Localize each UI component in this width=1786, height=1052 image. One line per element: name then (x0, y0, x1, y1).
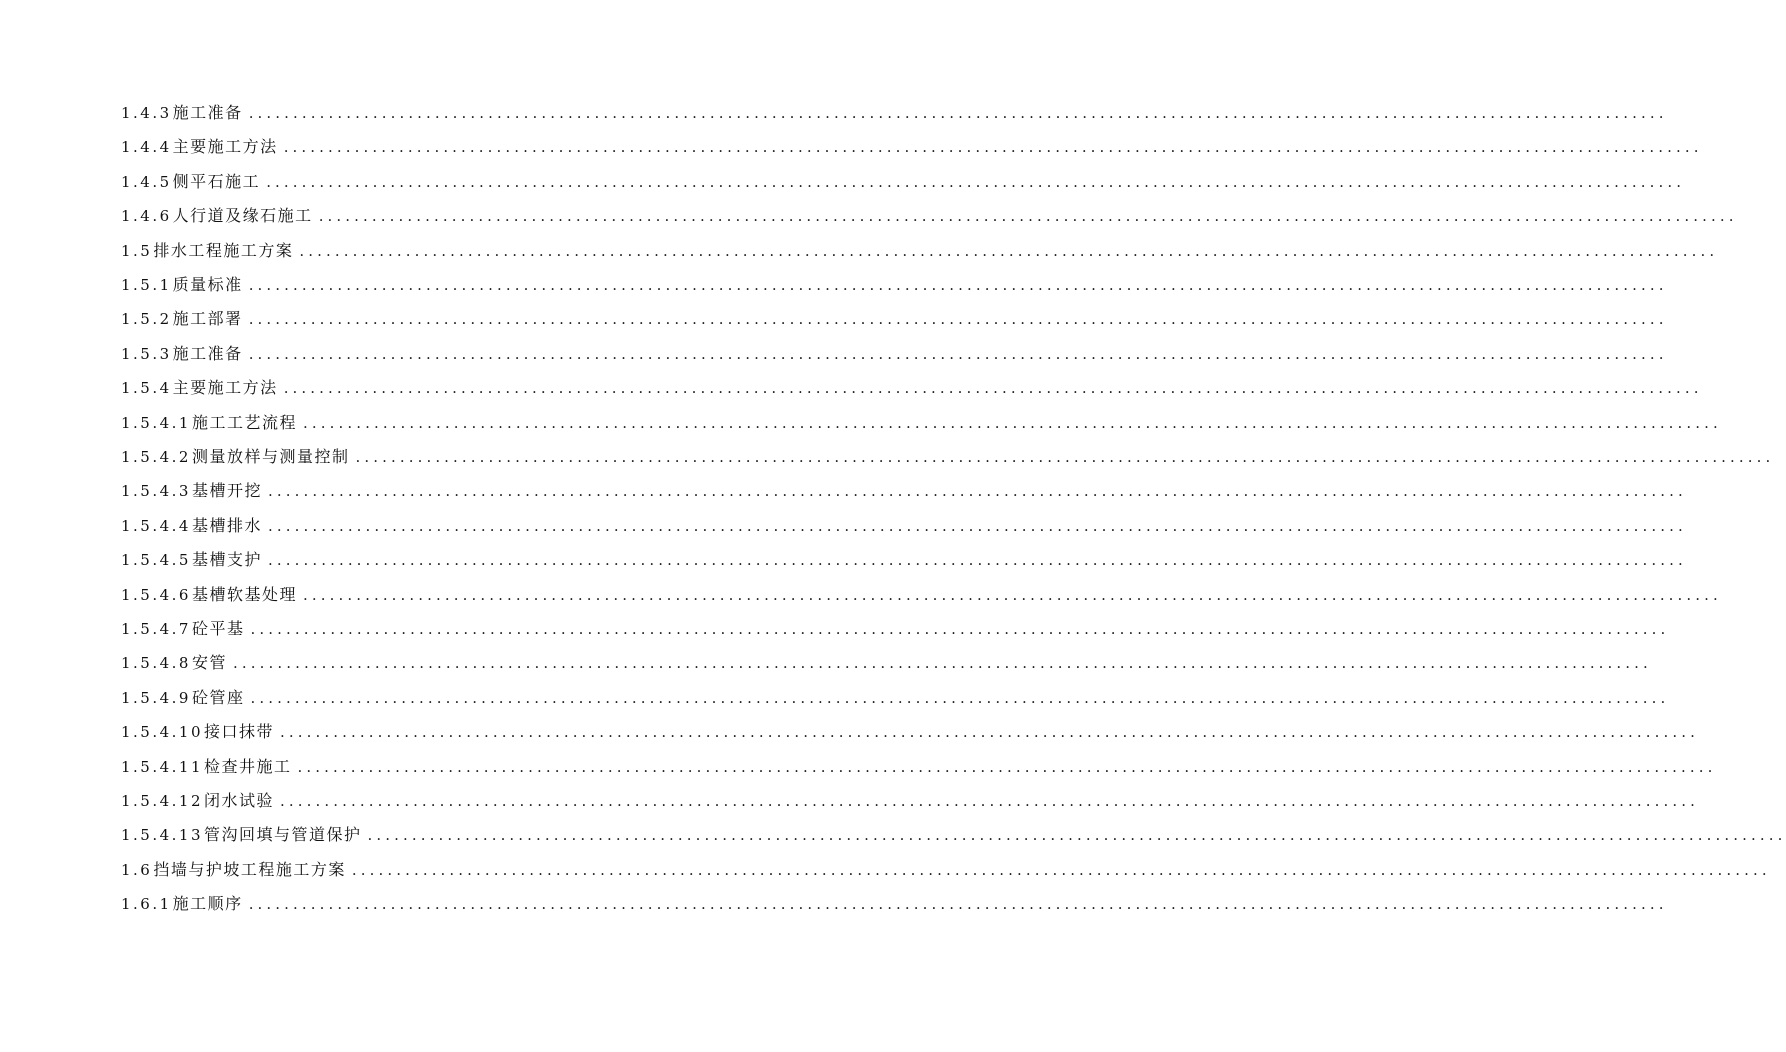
toc-entry-title: 主要施工方法 (172, 137, 278, 157)
toc-entry-number: 1.5.4.1 (121, 413, 191, 432)
toc-entry[interactable] (121, 544, 1687, 570)
toc-entry-number: 1.5.4.2 (121, 448, 191, 466)
toc-dot-leader: ................................................................................................................................................................ (280, 723, 1699, 742)
toc-entry[interactable] (121, 338, 1668, 364)
toc-entry-number: 1.5.4.5 (121, 551, 191, 570)
toc-entry-number: 1.5.4.13 (121, 826, 204, 845)
toc-entry[interactable] (121, 441, 1775, 467)
toc-entry[interactable] (121, 510, 1687, 536)
toc-dot-leader: ................................................................................................................................................................ (283, 138, 1703, 157)
toc-entry[interactable] (121, 579, 1722, 605)
toc-entry[interactable] (121, 303, 1668, 329)
toc-dot-leader: ................................................................................................................................................................ (303, 413, 1722, 432)
toc-entry-title: 施工准备 (172, 103, 243, 122)
toc-entry-title: 基槽开挖 (191, 481, 262, 501)
toc-dot-leader: ................................................................................................................................................................ (250, 688, 1670, 707)
toc-entry-title: 侧平石施工 (172, 171, 261, 191)
toc-entry[interactable] (121, 751, 1717, 777)
toc-dot-leader: ................................................................................................................................................................ (268, 516, 1687, 535)
toc-entry-title: 挡墙与护坡工程施工方案 (153, 859, 346, 879)
toc-entry[interactable] (121, 682, 1670, 708)
toc-entry-number: 1.5.4.7 (121, 620, 191, 638)
toc-dot-leader: ................................................................................................................................................................ (355, 448, 1775, 466)
toc-entry-title: 基槽软基处理 (191, 584, 297, 604)
toc-entry-number: 1.5.4.11 (121, 757, 204, 776)
toc-dot-leader: ................................................................................................................................................................ (233, 654, 1652, 673)
toc-entry-title: 闭水试验 (204, 791, 275, 810)
toc-entry[interactable] (121, 647, 1652, 673)
toc-entry-number: 1.5.2 (121, 310, 172, 329)
toc-entry-number: 1.4.5 (121, 172, 172, 191)
toc-entry-title: 施工准备 (172, 343, 243, 363)
toc-entry[interactable] (121, 785, 1699, 811)
toc-entry[interactable] (121, 235, 1719, 261)
toc-entry-title: 主要施工方法 (172, 378, 278, 398)
toc-dot-leader: ................................................................................................................................................................ (248, 310, 1668, 329)
toc-entry-number: 1.5.4.10 (121, 723, 204, 742)
toc-entry[interactable] (121, 372, 1703, 398)
toc-entry-title: 排水工程施工方案 (153, 240, 294, 260)
toc-entry[interactable] (121, 200, 1738, 226)
toc-entry[interactable] (121, 854, 1771, 880)
toc-dot-leader: ................................................................................................................................................................ (248, 344, 1668, 363)
toc-dot-leader: ................................................................................................................................................................ (248, 104, 1668, 122)
toc-dot-leader: ................................................................................................................................................................ (266, 172, 1686, 191)
toc-entry-title: 质量标准 (172, 275, 243, 294)
toc-entry-number: 1.5.4.3 (121, 482, 191, 501)
toc-dot-leader: ................................................................................................................................................................ (248, 276, 1668, 294)
toc-dot-leader: ................................................................................................................................................................ (268, 551, 1687, 570)
toc-dot-leader: ................................................................................................................................................................ (250, 620, 1670, 638)
toc-dot-leader: ................................................................................................................................................................ (280, 792, 1699, 810)
toc-entry-title: 安管 (191, 653, 227, 673)
toc-entry-number: 1.5 (121, 241, 153, 260)
toc-entry-title: 基槽排水 (191, 515, 262, 535)
toc-entry-number: 1.4.3 (121, 104, 172, 122)
toc-entry-number: 1.5.1 (121, 276, 172, 294)
toc-entry-title: 接口抹带 (204, 722, 275, 742)
toc-entry-title: 基槽支护 (191, 550, 262, 570)
toc-entry-number: 1.6 (121, 860, 153, 879)
toc-entry-title: 砼平基 (191, 619, 245, 638)
toc-dot-leader: ................................................................................................................................................................ (283, 379, 1703, 398)
toc-entry-number: 1.5.3 (121, 344, 172, 363)
toc-dot-leader: ................................................................................................................................................................ (297, 757, 1717, 776)
toc-entry[interactable] (121, 166, 1686, 192)
toc-entry[interactable] (121, 716, 1699, 742)
toc-entry-number: 1.5.4.6 (121, 585, 191, 604)
toc-entry-number: 1.5.4.9 (121, 688, 191, 707)
toc-entry[interactable] (121, 613, 1670, 639)
toc-entry-title: 施工工艺流程 (191, 412, 297, 432)
toc-entry[interactable] (121, 819, 1786, 845)
toc-dot-leader: ................................................................................................................................................................ (248, 895, 1668, 914)
toc-dot-leader: ................................................................................................................................................................ (268, 482, 1687, 501)
toc-dot-leader: ................................................................................................................................................................ (318, 207, 1738, 226)
toc-entry[interactable] (121, 269, 1668, 295)
toc-entry-number: 1.4.6 (121, 207, 172, 226)
toc-entry-number: 1.4.4 (121, 138, 172, 157)
toc-entry[interactable] (121, 888, 1668, 914)
toc-entry-number: 1.5.4.4 (121, 516, 191, 535)
toc-entry-title: 人行道及缘石施工 (172, 206, 313, 226)
toc-entry-title: 管沟回填与管道保护 (204, 825, 362, 845)
toc-dot-leader: ................................................................................................................................................................ (303, 585, 1722, 604)
toc-entry[interactable] (121, 97, 1668, 123)
toc-dot-leader: ................................................................................................................................................................ (351, 860, 1771, 879)
toc-entry-title: 砼管座 (191, 687, 245, 707)
toc-entry-title: 施工部署 (172, 309, 243, 329)
toc-entry-number: 1.5.4.8 (121, 654, 191, 673)
toc-dot-leader: ................................................................................................................................................................ (367, 826, 1786, 845)
toc-entry[interactable] (121, 407, 1722, 433)
toc-entry-title: 施工顺序 (172, 894, 243, 914)
toc-dot-leader: ................................................................................................................................................................ (299, 241, 1719, 260)
toc-entry-title: 测量放样与测量控制 (191, 447, 350, 466)
toc-entry-number: 1.5.4 (121, 379, 172, 398)
toc-entry-title: 检查井施工 (204, 756, 292, 776)
toc-entry[interactable] (121, 131, 1703, 157)
toc-entry[interactable] (121, 475, 1687, 501)
toc-entry-number: 1.6.1 (121, 895, 172, 914)
toc-entry-number: 1.5.4.12 (121, 792, 204, 810)
